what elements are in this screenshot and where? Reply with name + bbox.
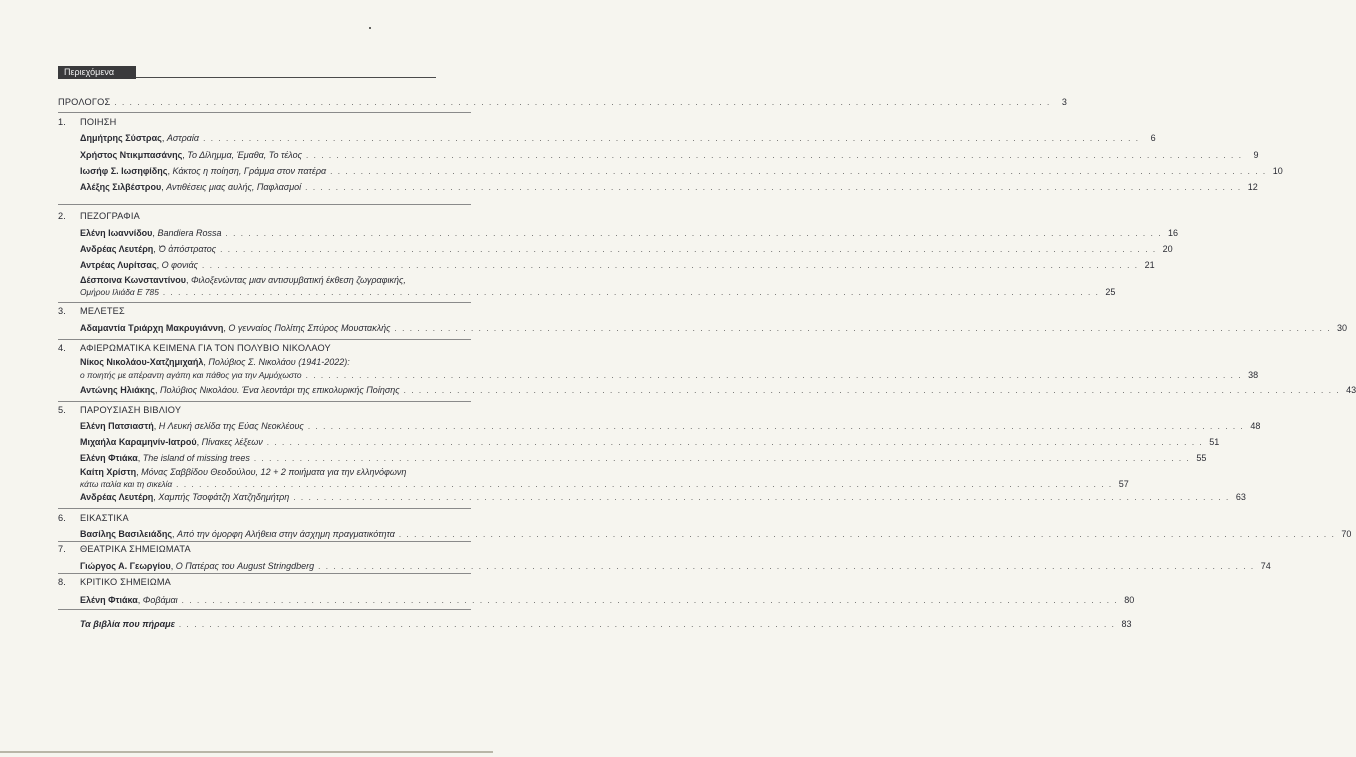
toc-entry: Βασίλης Βασιλειάδης, Από την όμορφη Αλήθεια στην άσχημη πραγματικότητα . . . 70 [80, 529, 471, 540]
section-title: ΚΡΙΤΙΚΟ ΣΗΜΕΙΩΜΑ [80, 577, 172, 587]
page-number: 74 [1260, 561, 1271, 571]
section-heading [58, 117, 471, 128]
page-number: 80 [1124, 595, 1135, 605]
section-title: ΠΕΖΟΓΡΑΦΙΑ [80, 211, 140, 221]
section-heading [58, 513, 471, 524]
entry-author: Ελένη Φτιάκα [80, 453, 138, 463]
entry-work: Πολύβιος Σ. Νικολάου (1941-2022): [208, 357, 350, 367]
toc-entry: Χρήστος Ντικμπασάνης, Το Δίλημμα, Έμαθα, Το τέλος . . . 9 [80, 150, 471, 161]
toc-entry: Δέσποινα Κωνσταντίνου, Φιλοξενώντας μιαν αντισυμβατική έκθεση ζωγραφικής, [80, 275, 406, 285]
divider [58, 302, 471, 303]
entry-author: Αδαμαντία Τριάρχη Μακρυγιάννη [80, 323, 224, 333]
section-heading [58, 211, 471, 222]
leader-dots [182, 595, 1119, 606]
page-number: 48 [1250, 421, 1261, 431]
entry-work: Η Λευκή σελίδα της Εύας Νεοκλέους [158, 421, 304, 431]
divider [58, 401, 471, 402]
toc-entry: Αδαμαντία Τριάρχη Μακρυγιάννη, Ο γενναίος Πολίτης Σπύρος Μουστακλής . . . 30 [80, 323, 471, 334]
section-heading [58, 405, 471, 416]
section-number: 3. [58, 306, 67, 316]
entry-work: Από την όμορφη Αλήθεια στην άσχημη πραγματικότητα [177, 529, 395, 539]
entry-author: Δημήτρης Σύστρας [80, 133, 162, 143]
section-number: 2. [58, 211, 67, 221]
entry-work: Χαμπής Τσοφάτζη Χατζηδημήτρη [158, 492, 290, 502]
leader-dots [267, 437, 1204, 448]
entry-author: Δέσποινα Κωνσταντίνου [80, 275, 186, 285]
entry-work: Αστραία [166, 133, 200, 143]
leader-dots [114, 97, 1051, 108]
entry-work: Μόνας Σαββίδου Θεοδούλου, 12 + 2 ποιήματα για την ελληνόφωνη [141, 467, 407, 477]
received-title: Τα βιβλία που πήραμε [80, 619, 175, 629]
header-rule [136, 77, 436, 78]
page-number: 3 [1061, 97, 1067, 107]
toc-entry-continued [80, 370, 1259, 381]
entry-author: Νίκος Νικολάου-Χατζημιχαήλ [80, 357, 204, 367]
entry-author: Ανδρέας Λευτέρη [80, 244, 154, 254]
leader-dots [220, 244, 1157, 255]
section-number: 8. [58, 577, 67, 587]
entry-work: The island of missing trees [142, 453, 250, 463]
toc-entry: Ελένη Φτιάκα, The island of missing trees . . . 55 [80, 453, 471, 464]
page-number: 38 [1248, 370, 1259, 380]
page-number: 10 [1272, 166, 1283, 176]
page-number: 6 [1150, 133, 1156, 143]
entry-work: Ο γενναίος Πολίτης Σπύρος Μουστακλής [228, 323, 391, 333]
entry-author: Ανδρέας Λευτέρη [80, 492, 154, 502]
divider [58, 541, 471, 542]
divider [58, 112, 471, 113]
leader-dots [318, 561, 1255, 572]
leader-dots [306, 370, 1243, 381]
section-heading [58, 577, 471, 588]
section-heading [58, 306, 471, 317]
entry-author: Ελένη Φτιάκα [80, 595, 138, 605]
entry-author: Ελένη Πατσιαστή [80, 421, 154, 431]
toc-entry: Ελένη Πατσιαστή, Η Λευκή σελίδα της Εύας Νεοκλέους . . . 48 [80, 421, 471, 432]
toc-entry-continued [80, 287, 1116, 298]
entry-author: Αντρέας Λυρίτσας [80, 260, 157, 270]
page-number: 16 [1168, 228, 1179, 238]
leader-dots [179, 619, 1116, 630]
toc-header [58, 66, 438, 79]
entry-author: Βασίλης Βασιλειάδης [80, 529, 173, 539]
page-number: 20 [1162, 244, 1173, 254]
toc-entry: Αντώνης Ηλιάκης, Πολύβιος Νικολάου. Ένα λεοντάρι της επικολυρικής Ποίησης . . . 43 [80, 385, 471, 396]
entry-author: Καίτη Χρίστη [80, 467, 137, 477]
entry-work: Πολύβιος Νικολάου. Ένα λεοντάρι της επικολυρικής Ποίησης [159, 385, 400, 395]
entry-work: Το Δίλημμα, Έμαθα, Το τέλος [187, 150, 302, 160]
toc-entry: Ανδρέας Λευτέρη, Χαμπής Τσοφάτζη Χατζηδημήτρη . . . 63 [80, 492, 471, 503]
toc-entry: Γιώργος Α. Γεωργίου, Ο Πατέρας του August Stringdberg . . . 74 [80, 561, 471, 572]
entry-author: Χρήστος Ντικμπασάνης [80, 150, 183, 160]
toc-entry: Νίκος Νικολάου-Χατζημιχαήλ, Πολύβιος Σ. Νικολάου (1941-2022): [80, 357, 350, 367]
leader-dots [305, 182, 1242, 193]
entry-work: Ὁ ἀπόστρατος [158, 244, 217, 254]
page-edge [0, 751, 493, 753]
entry-work: Φοβάμαι [142, 595, 178, 605]
toc-entry: Αλέξης Σιλβέστρου, Αντιθέσεις μιας αυλής, Παφλασμοί . . . 12 [80, 182, 471, 193]
section-title: ΠΟΙΗΣΗ [80, 117, 117, 127]
section-number: 4. [58, 343, 67, 353]
toc-entry: Ιωσήφ Σ. Ιωσηφίδης, Κάκτος η ποίηση, Γράμμα στον πατέρα . . . 10 [80, 166, 471, 177]
entry-work-continued: ο ποιητής με απέραντη αγάπη και πάθος για την Αμμόχωστο [80, 370, 302, 380]
entry-work: Ο Πατέρας του August Stringdberg [175, 561, 315, 571]
toc-prologue [58, 97, 1067, 108]
entry-author: Μιχαήλα Καραμηνίν-Ιατρού [80, 437, 197, 447]
divider [58, 609, 471, 610]
section-title: ΠΑΡΟΥΣΙΑΣΗ ΒΙΒΛΙΟΥ [80, 405, 182, 415]
entry-work: Αντιθέσεις μιας αυλής, Παφλασμοί [166, 182, 302, 192]
entry-work-continued: Ομήρου Ιλιάδα Ε 785 [80, 287, 159, 297]
leader-dots [395, 323, 1332, 334]
leader-dots [404, 385, 1341, 396]
page-number: 30 [1337, 323, 1348, 333]
leader-dots [163, 287, 1100, 298]
entry-author: Αλέξης Σιλβέστρου [80, 182, 162, 192]
page-number: 51 [1209, 437, 1220, 447]
toc-entry-continued [80, 479, 1129, 490]
page-number: 55 [1196, 453, 1207, 463]
entry-author: Γιώργος Α. Γεωργίου [80, 561, 171, 571]
divider [58, 204, 471, 205]
toc-header-label: Περιεχόμενα [58, 66, 136, 79]
toc-entry: Ελένη Ιωαννίδου, Bandiera Rossa . . . 16 [80, 228, 471, 239]
section-heading [58, 343, 471, 354]
toc-entry: Ανδρέας Λευτέρη, Ὁ ἀπόστρατος . . . 20 [80, 244, 471, 255]
section-title: ΑΦΙΕΡΩΜΑΤΙΚΑ ΚΕΙΜΕΝΑ ΓΙΑ ΤΟΝ ΠΟΛΥΒΙΟ ΝΙΚΟΛΑΟΥ [80, 343, 331, 353]
entry-work: Ο φονιάς [161, 260, 199, 270]
entry-work: Φιλοξενώντας μιαν αντισυμβατική έκθεση ζωγραφικής, [191, 275, 406, 285]
entry-work: Πίνακες λέξεων [201, 437, 263, 447]
page-number: 43 [1346, 385, 1356, 395]
page-number: 83 [1121, 619, 1132, 629]
leader-dots [293, 492, 1230, 503]
leader-dots [254, 453, 1191, 464]
entry-work: Κάκτος η ποίηση, Γράμμα στον πατέρα [172, 166, 327, 176]
prologue-title: ΠΡΟΛΟΓΟΣ [58, 97, 111, 107]
page-number: 57 [1118, 479, 1129, 489]
leader-dots [330, 166, 1267, 177]
leader-dots [306, 150, 1243, 161]
section-number: 5. [58, 405, 67, 415]
leader-dots [399, 529, 1336, 540]
section-number: 7. [58, 544, 67, 554]
entry-work: Bandiera Rossa [157, 228, 222, 238]
page-number: 9 [1253, 150, 1259, 160]
entry-work-continued: κάτω ιταλία και τη σικελία [80, 479, 173, 489]
toc-entry: Μιχαήλα Καραμηνίν-Ιατρού, Πίνακες λέξεων . . . 51 [80, 437, 471, 448]
leader-dots [202, 260, 1139, 271]
section-heading [58, 544, 471, 555]
leader-dots [176, 479, 1113, 490]
page-number: 21 [1144, 260, 1155, 270]
toc-received [80, 619, 1132, 630]
section-number: 6. [58, 513, 67, 523]
page-number: 70 [1341, 529, 1352, 539]
toc-entry: Ελένη Φτιάκα, Φοβάμαι . . . 80 [80, 595, 471, 606]
page-number: 12 [1247, 182, 1258, 192]
stray-mark [369, 27, 371, 29]
divider [58, 573, 471, 574]
section-title: ΘΕΑΤΡΙΚΑ ΣΗΜΕΙΩΜΑΤΑ [80, 544, 191, 554]
page-number: 25 [1105, 287, 1116, 297]
leader-dots [203, 133, 1140, 144]
section-number: 1. [58, 117, 67, 127]
section-title: ΕΙΚΑΣΤΙΚΑ [80, 513, 129, 523]
entry-author: Αντώνης Ηλιάκης [80, 385, 155, 395]
toc-entry: Δημήτρης Σύστρας, Αστραία . . . 6 [80, 133, 471, 144]
divider [58, 339, 471, 340]
entry-author: Ιωσήφ Σ. Ιωσηφίδης [80, 166, 168, 176]
toc-entry: Καίτη Χρίστη, Μόνας Σαββίδου Θεοδούλου, 12 + 2 ποιήματα για την ελληνόφωνη [80, 467, 407, 477]
divider [58, 508, 471, 509]
toc-entry: Αντρέας Λυρίτσας, Ο φονιάς . . . 21 [80, 260, 471, 271]
leader-dots [308, 421, 1245, 432]
entry-author: Ελένη Ιωαννίδου [80, 228, 153, 238]
section-title: ΜΕΛΕΤΕΣ [80, 306, 125, 316]
leader-dots [225, 228, 1162, 239]
page-number: 63 [1235, 492, 1246, 502]
